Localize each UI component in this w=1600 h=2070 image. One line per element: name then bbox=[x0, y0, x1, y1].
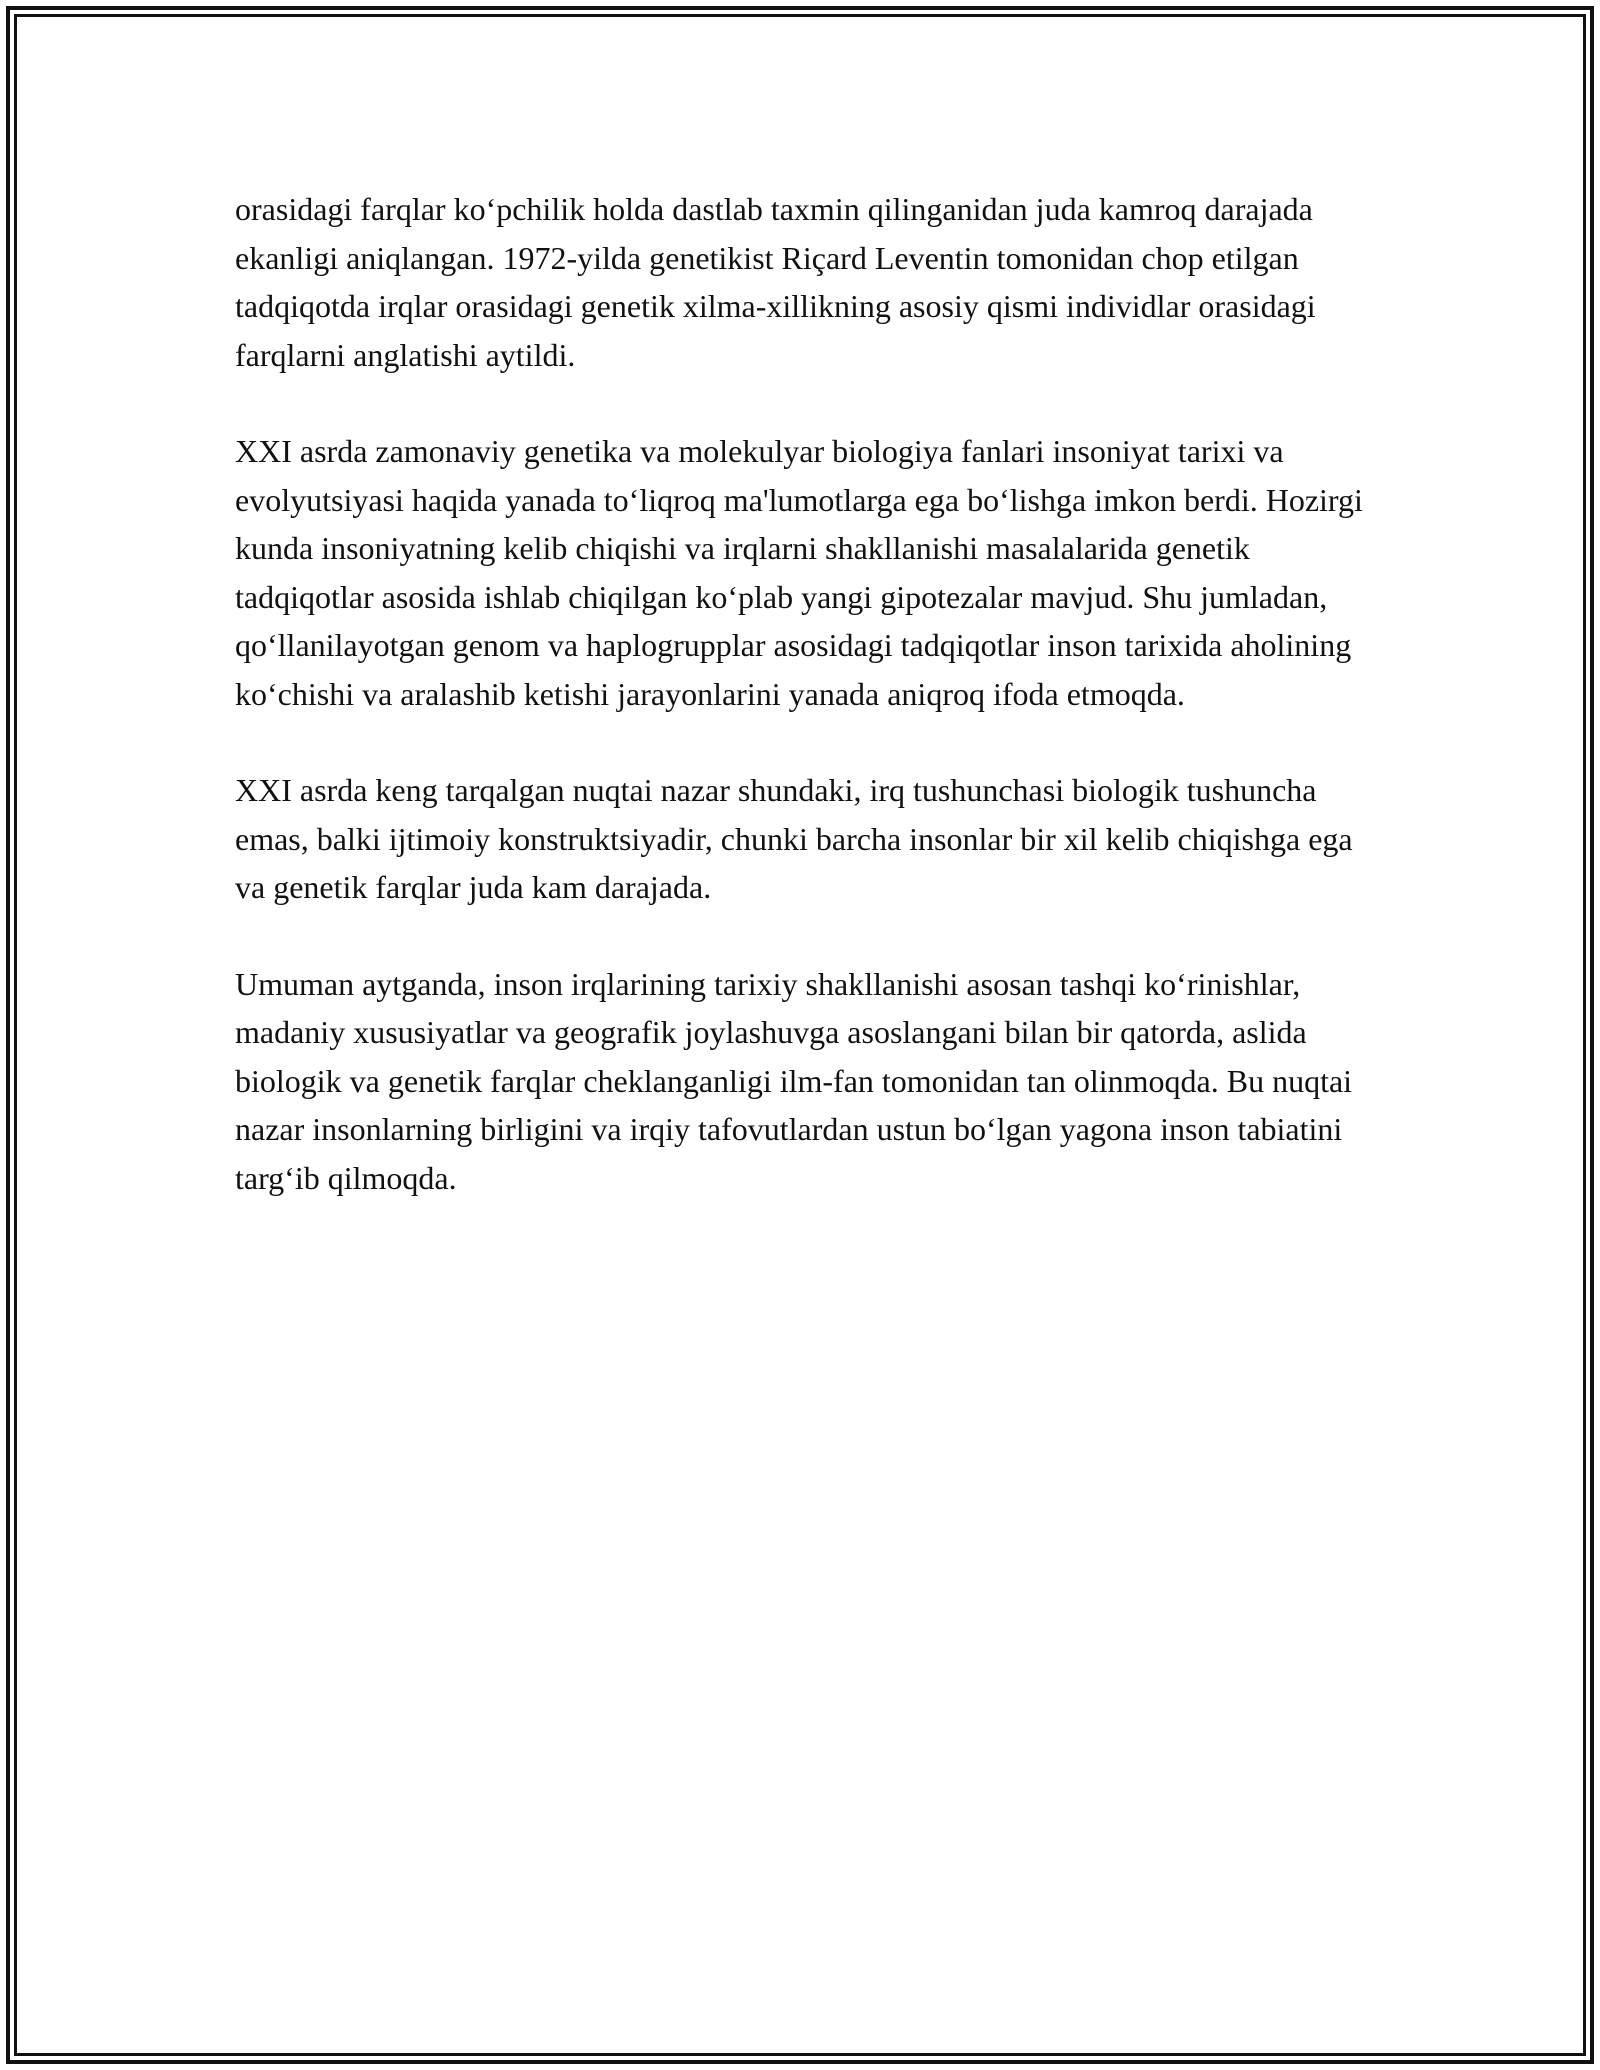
paragraph-2: XXI asrda zamonaviy genetika va molekulyar biologiya fanlari insoniyat tarixi va evolyutsiyasi haqida yanada to‘liqroq ma'lumotlarga ega bo‘lishga imkon berdi. Hozirgi kunda insoniyatning kelib chiqishi va irqlarni shakllanishi masalalarida genetik tadqiqotlar asosida ishlab chiqilgan ko‘plab yangi gipotezalar mavjud. Shu jumladan, qo‘llanilayotgan genom va haplogrupplar asosidagi tadqiqotlar inson tarixida aholining ko‘chishi va aralashib ketishi jarayonlarini yanada aniqroq ifoda etmoqda. bbox=[235, 433, 1363, 712]
paragraph-3: XXI asrda keng tarqalgan nuqtai nazar shundaki, irq tushunchasi biologik tushuncha emas, balki ijtimoiy konstruktsiyadir, chunki barcha insonlar bir xil kelib chiqishga ega va genetik farqlar juda kam darajada. bbox=[235, 772, 1353, 905]
paragraph-1: orasidagi farqlar ko‘pchilik holda dastlab taxmin qilinganidan juda kamroq darajada ekanligi aniqlangan. 1972-yilda genetikist Riçard Leventin tomonidan chop etilgan tadqiqotda irqlar orasidagi genetik xilma-xillikning asosiy qismi individlar orasidagi farqlarni anglatishi aytildi. bbox=[235, 191, 1316, 373]
page-body bbox=[235, 185, 1375, 1250]
paragraph-4: Umuman aytganda, inson irqlarining tarixiy shakllanishi asosan tashqi ko‘rinishlar, madaniy xususiyatlar va geografik joylashuvga asoslangani bilan bir qatorda, aslida biologik va genetik farqlar cheklanganligi ilm-fan tomonidan tan olinmoqda. Bu nuqtai nazar insonlarning birligini va irqiy tafovutlardan ustun bo‘lgan yagona inson tabiatini targ‘ib qilmoqda. bbox=[235, 965, 1353, 1196]
